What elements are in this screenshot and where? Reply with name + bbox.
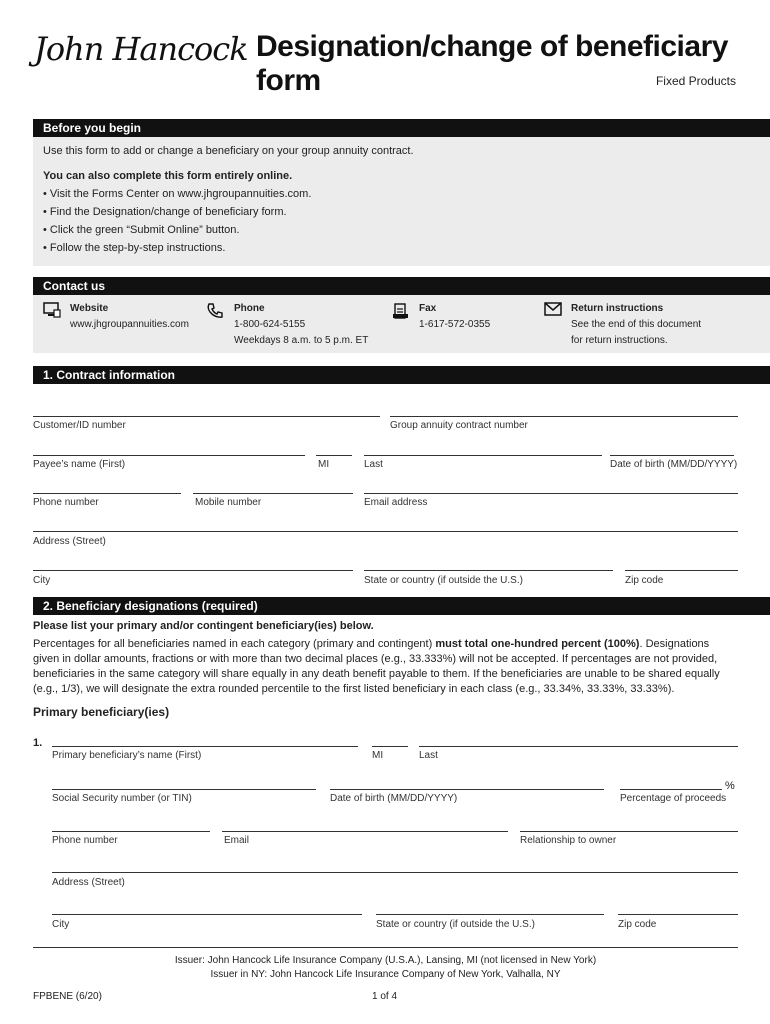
fax-value: 1-617-572-0355 <box>419 319 491 330</box>
contact-phone <box>234 301 368 349</box>
primary-relationship-field[interactable] <box>520 831 738 832</box>
email-address-field[interactable] <box>364 493 738 494</box>
city-field[interactable] <box>33 570 353 571</box>
primary-mi-field[interactable] <box>372 746 408 747</box>
primary-phone-label: Phone number <box>52 835 118 846</box>
payee-mi-label: MI <box>318 459 330 470</box>
primary-address-field[interactable] <box>52 872 738 873</box>
payee-first-name-label: Payee’s name (First) <box>33 459 126 470</box>
primary-percentage-label: Percentage of proceeds <box>620 793 727 804</box>
before-intro: Use this form to add or change a beneficiary on your group annuity contract. <box>43 145 414 157</box>
website-label: Website <box>70 303 109 314</box>
fax-label: Fax <box>419 303 437 314</box>
contact-return <box>571 301 701 349</box>
primary-last-name-label: Last <box>419 750 438 761</box>
email-address-label: Email address <box>364 497 428 508</box>
payee-last-name-field[interactable] <box>364 455 602 456</box>
address-street-label: Address (Street) <box>33 536 106 547</box>
primary-dob-field[interactable] <box>330 789 604 790</box>
group-contract-field[interactable] <box>390 416 738 417</box>
primary-zip-field[interactable] <box>618 914 738 915</box>
footer-divider <box>33 947 738 948</box>
primary-last-name-field[interactable] <box>419 746 738 747</box>
before-you-begin-header: Before you begin <box>33 119 770 137</box>
beneficiary-instruction: Please list your primary and/or contingent beneficiary(ies) below. <box>33 620 374 632</box>
payee-mi-field[interactable] <box>316 455 352 456</box>
state-field[interactable] <box>364 570 613 571</box>
payee-last-name-label: Last <box>364 459 383 470</box>
primary-relationship-label: Relationship to owner <box>520 835 617 846</box>
primary-email-label: Email <box>224 835 250 846</box>
primary-ssn-field[interactable] <box>52 789 316 790</box>
issuer-statement <box>33 954 738 982</box>
online-step: • Visit the Forms Center on www.jhgroupannuities.com. <box>43 185 311 203</box>
online-steps-list <box>43 185 311 257</box>
form-id: FPBENE (6/20) <box>33 991 102 1002</box>
return-line2: for return instructions. <box>571 335 668 346</box>
computer-icon <box>43 302 61 318</box>
payee-dob-field[interactable] <box>610 455 734 456</box>
mobile-number-field[interactable] <box>193 493 353 494</box>
contract-info-header: 1. Contract information <box>33 366 770 384</box>
percent-symbol: % <box>725 780 735 792</box>
page-title: Designation/change of beneficiary form <box>256 30 728 97</box>
online-step: • Click the green “Submit Online” button. <box>43 221 311 239</box>
phone-hours: Weekdays 8 a.m. to 5 p.m. ET <box>234 335 369 346</box>
primary-first-name-label: Primary beneficiary’s name (First) <box>52 750 202 761</box>
phone-number-field[interactable] <box>33 493 181 494</box>
phone-number-label: Phone number <box>33 497 99 508</box>
beneficiary-header: 2. Beneficiary designations (required) <box>33 597 770 615</box>
fax-icon <box>392 302 410 320</box>
primary-state-field[interactable] <box>376 914 604 915</box>
online-step: • Find the Designation/change of beneficiary form. <box>43 203 311 221</box>
group-contract-label: Group annuity contract number <box>390 420 528 431</box>
mobile-number-label: Mobile number <box>195 497 262 508</box>
customer-id-field[interactable] <box>33 416 380 417</box>
return-line1: See the end of this document <box>571 319 702 330</box>
city-label: City <box>33 575 51 586</box>
phone-value[interactable]: 1-800-624-5155 <box>234 319 306 330</box>
online-step: • Follow the step-by-step instructions. <box>43 239 311 257</box>
payee-first-name-field[interactable] <box>33 455 305 456</box>
primary-address-label: Address (Street) <box>52 877 125 888</box>
page-number: 1 of 4 <box>372 991 398 1002</box>
website-value[interactable]: www.jhgroupannuities.com <box>70 319 189 330</box>
primary-phone-field[interactable] <box>52 831 210 832</box>
online-heading: You can also complete this form entirely online. <box>43 170 293 182</box>
zip-code-label: Zip code <box>625 575 664 586</box>
issuer-line-1: Issuer: John Hancock Life Insurance Company (U.S.A.), Lansing, MI (not licensed in New York) <box>174 955 597 966</box>
phone-icon <box>206 302 224 320</box>
phone-label: Phone <box>234 303 265 314</box>
primary-email-field[interactable] <box>222 831 508 832</box>
beneficiary-number: 1. <box>33 737 43 749</box>
page-subtitle: Fixed Products <box>655 74 736 88</box>
primary-first-name-field[interactable] <box>52 746 358 747</box>
primary-percentage-field[interactable] <box>620 789 722 790</box>
primary-zip-label: Zip code <box>618 919 657 930</box>
john-hancock-logo: John Hancock <box>34 30 248 68</box>
contact-us-header: Contact us <box>33 277 770 295</box>
before-you-begin-panel <box>33 137 770 266</box>
envelope-icon <box>544 302 562 316</box>
return-label: Return instructions <box>571 303 664 314</box>
primary-beneficiary-heading: Primary beneficiary(ies) <box>33 705 170 719</box>
contact-website <box>70 301 189 333</box>
primary-city-label: City <box>52 919 70 930</box>
state-label: State or country (if outside the U.S.) <box>364 575 523 586</box>
beneficiary-paragraph: Percentages for all beneficiaries named in each category (primary and contingent) must total one-hundred percent (100%). Designations given in dollar amounts, fractions or with more than two decimal places (e.g., 33.333%) will not be accepted. If percentages are not provided, beneficiaries in the same category will share equally in any death benefit payable to them. If the beneficiaries are unable to be shared equally (e.g., 1/3), we will designate the extra rounded percentile to the first listed beneficiary in each class (e.g., 33.34%, 33.33%, 33.33%). <box>33 638 720 695</box>
primary-ssn-label: Social Security number (or TIN) <box>52 793 192 804</box>
customer-id-label: Customer/ID number <box>33 420 126 431</box>
contact-fax <box>419 301 490 333</box>
issuer-line-2: Issuer in NY: John Hancock Life Insurance Company of New York, Valhalla, NY <box>210 969 561 980</box>
primary-state-label: State or country (if outside the U.S.) <box>376 919 535 930</box>
primary-city-field[interactable] <box>52 914 362 915</box>
primary-mi-label: MI <box>372 750 384 761</box>
primary-dob-label: Date of birth (MM/DD/YYYY) <box>330 793 458 804</box>
address-street-field[interactable] <box>33 531 738 532</box>
payee-dob-label: Date of birth (MM/DD/YYYY) <box>610 459 738 470</box>
zip-code-field[interactable] <box>625 570 738 571</box>
